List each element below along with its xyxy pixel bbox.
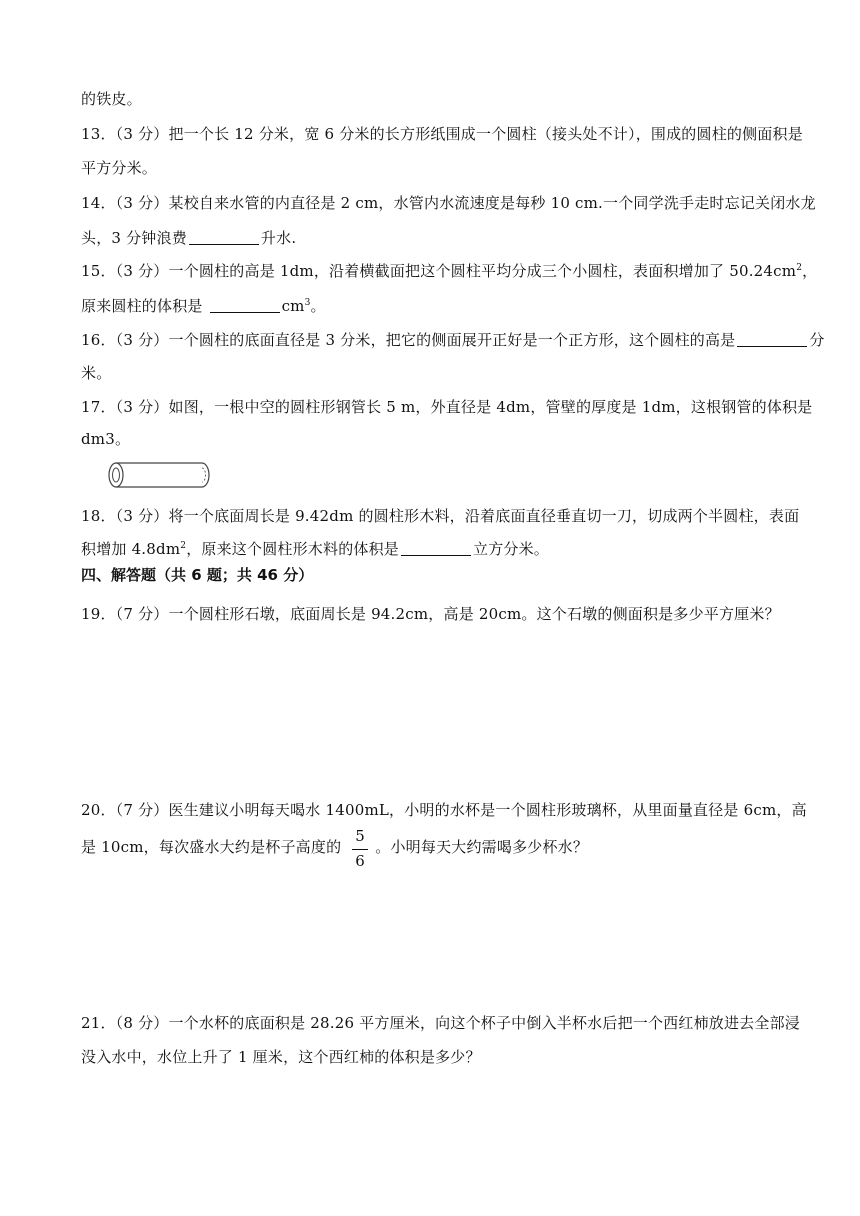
question-17-line2: dm3。	[81, 430, 131, 448]
answer-blank-16[interactable]	[737, 332, 807, 347]
answer-blank-15[interactable]	[210, 298, 280, 313]
question-13-line2: 平方分米。	[81, 159, 158, 177]
question-16-line2: 米。	[81, 364, 112, 382]
question-20-line2: 是 10cm，每次盛水大约是杯子高度的 。小明每天大约需喝多少杯水？	[81, 838, 589, 856]
question-19: 19．（7 分）一个圆柱形石墩，底面周长是 94.2cm，高是 20cm。这个石墩的侧面积是多少平方厘米？	[81, 605, 780, 623]
section-heading-4: 四、解答题（共 6 题；共 46 分）	[81, 566, 314, 584]
hollow-steel-pipe-icon	[106, 460, 216, 490]
question-21-line1: 21．（8 分）一个水杯的底面积是 28.26 平方厘米，向这个杯子中倒入半杯水后把一个西红柿放进去全部浸	[81, 1014, 800, 1032]
answer-blank-18[interactable]	[401, 541, 471, 556]
answer-blank-14[interactable]	[189, 230, 259, 245]
question-13-line1: 13．（3 分）把一个长 12 分米，宽 6 分米的长方形纸围成一个圆柱（接头处不计），围成的圆柱的侧面积是	[81, 125, 803, 143]
question-14-line2: 头，3 分钟浪费 升水.	[81, 229, 297, 247]
text-line-continuation: 的铁皮。	[81, 90, 142, 108]
question-15-line2: 原来圆柱的体积是 $cm^3$。	[81, 297, 326, 315]
question-16-line1: 16．（3 分）一个圆柱的底面直径是 3 分米，把它的侧面展开正好是一个正方形，这个圆柱的高是 分	[81, 331, 825, 349]
question-21-line2: 没入水中，水位上升了 1 厘米，这个西红柿的体积是多少？	[81, 1048, 481, 1066]
question-14-line1: 14．（3 分）某校自来水管的内直径是 2 cm，水管内水流速度是每秒 10 cm.一个同学洗手走时忘记关闭水龙	[81, 194, 816, 212]
fraction-five-sixths: 5 6	[352, 829, 368, 872]
question-15-line1: 15．（3 分）一个圆柱的高是 1dm，沿着横截面把这个圆柱平均分成三个小圆柱，表面积增加了 $50.24cm^2$，	[81, 262, 818, 280]
question-18-line1: 18．（3 分）将一个底面周长是 9.42dm 的圆柱形木料，沿着底面直径垂直切一刀，切成两个半圆柱，表面	[81, 507, 800, 525]
question-20-line1: 20．（7 分）医生建议小明每天喝水 1400mL，小明的水杯是一个圆柱形玻璃杯，从里面量直径是 6cm，高	[81, 801, 807, 819]
question-18-line2: 积增加 $4.8dm^2$，原来这个圆柱形木料的体积是 立方分米。	[81, 540, 550, 558]
question-17-line1: 17．（3 分）如图，一根中空的圆柱形钢管长 5 m，外直径是 4dm，管壁的厚度是 1dm，这根钢管的体积是	[81, 398, 813, 416]
